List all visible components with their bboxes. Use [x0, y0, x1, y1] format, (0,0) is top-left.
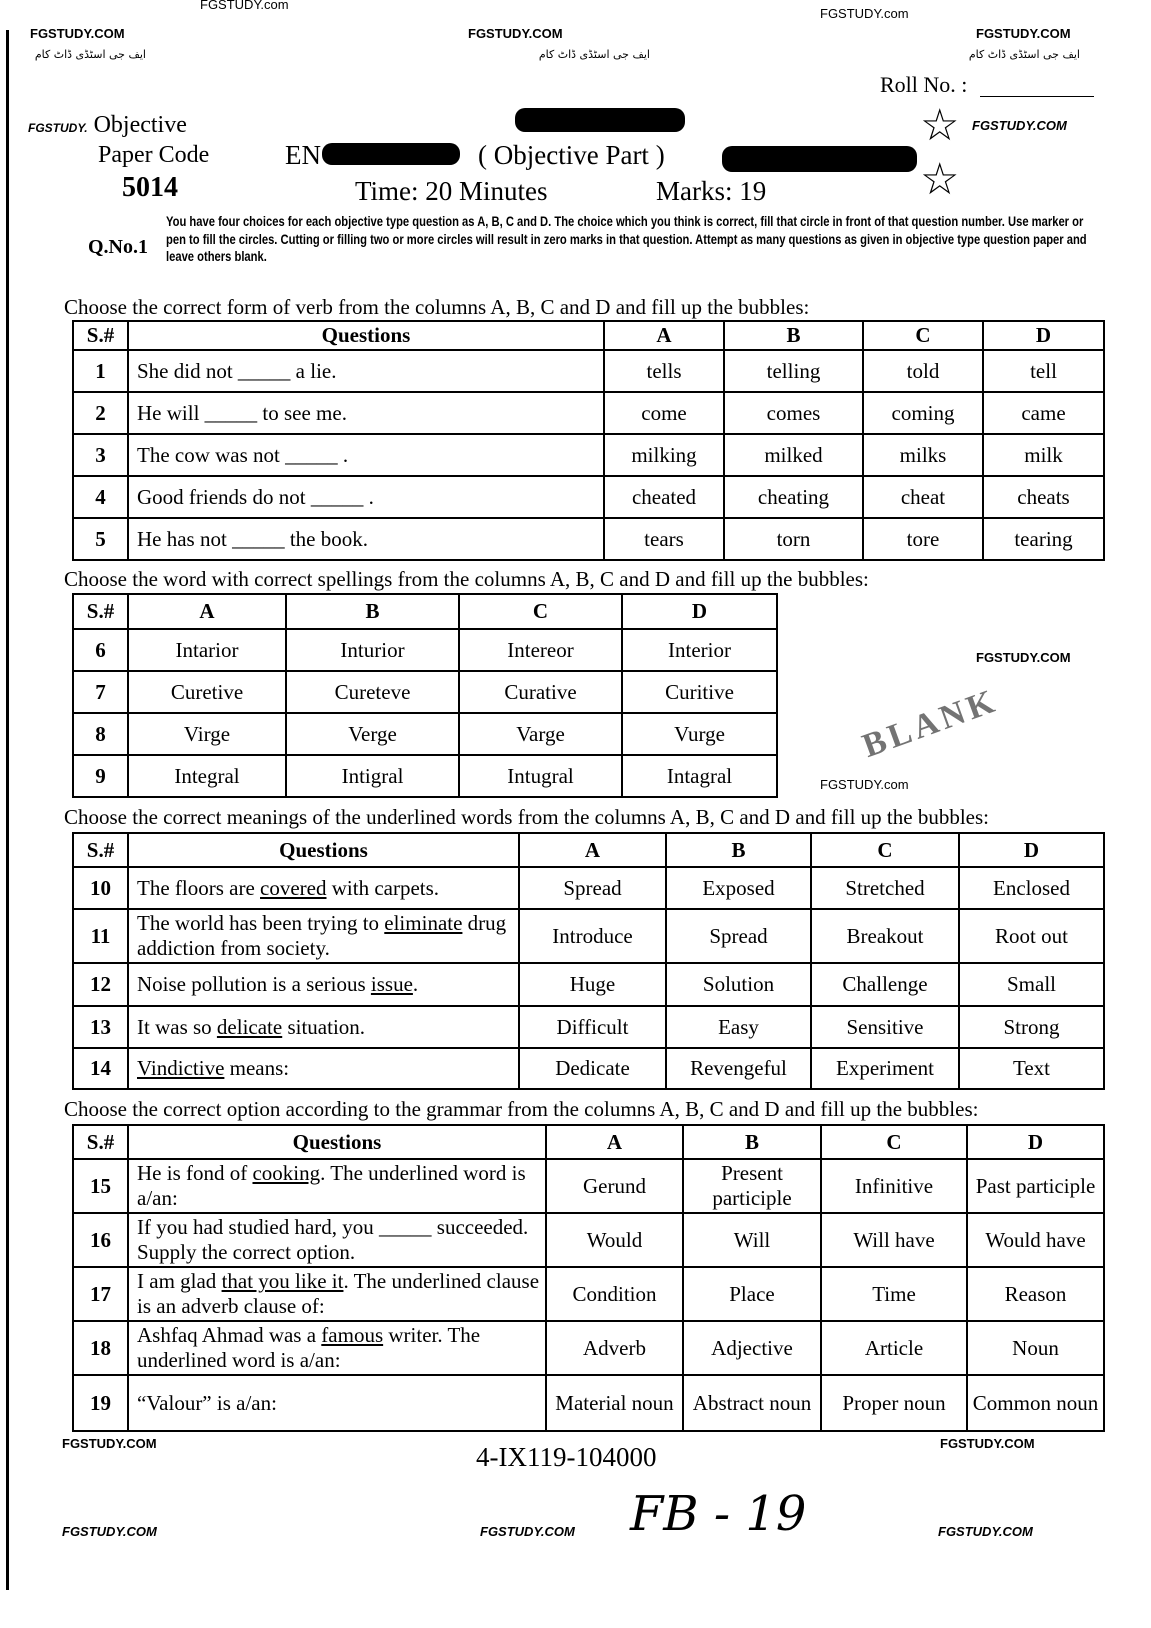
- option-b[interactable]: Revengeful: [666, 1048, 811, 1089]
- question-text-part: with carpets.: [326, 875, 440, 900]
- question-text: [128, 434, 604, 476]
- question-text-part: “Valour” is a/an:: [137, 1390, 277, 1415]
- watermark-urdu: ایف جی اسٹڈی ڈاٹ کام: [538, 48, 650, 61]
- column-header: S.#: [73, 321, 128, 350]
- option-c[interactable]: cheat: [863, 476, 983, 518]
- option-d[interactable]: Root out: [959, 909, 1104, 963]
- question-number: 4: [73, 476, 128, 518]
- question-text-part: situation.: [282, 1014, 366, 1039]
- option-a[interactable]: Curetive: [128, 671, 286, 713]
- paper-code-label: Paper Code: [98, 142, 210, 168]
- option-d[interactable]: Text: [959, 1048, 1104, 1089]
- question-text-part: He is fond of: [137, 1161, 253, 1185]
- question-text-part: I am glad: [137, 1269, 222, 1293]
- question-number: 7: [73, 671, 128, 713]
- question-text-part: writer. The underlined word is a/an:: [137, 1323, 481, 1372]
- underlined-word: eliminate: [384, 911, 463, 935]
- option-d[interactable]: Reason: [967, 1267, 1104, 1321]
- column-header: A: [128, 594, 286, 629]
- questions-table: [72, 593, 778, 798]
- watermark: FGSTUDY.COM: [938, 1524, 1033, 1539]
- question-number: 2: [73, 392, 128, 434]
- underlined-word: that you like it: [221, 1269, 344, 1293]
- handwritten-note: FB - 19: [630, 1486, 807, 1542]
- question-text: [128, 476, 604, 518]
- question-text-part: He will _____ to see me.: [137, 400, 347, 425]
- column-header: B: [286, 594, 459, 629]
- option-a[interactable]: Would: [546, 1213, 683, 1267]
- underlined-word: famous: [321, 1323, 384, 1347]
- option-c[interactable]: Challenge: [811, 963, 959, 1006]
- watermark: FGSTUDY.COM: [976, 650, 1071, 665]
- option-a[interactable]: Integral: [128, 755, 286, 797]
- table-row: [73, 909, 1104, 963]
- watermark: FGSTUDY.COM: [62, 1524, 157, 1539]
- question-number: 8: [73, 713, 128, 755]
- question-text-part: The floors are: [137, 875, 261, 900]
- table-row: [73, 476, 1104, 518]
- column-header: A: [604, 321, 724, 350]
- question-text: [128, 1321, 546, 1375]
- objective-part: ( Objective Part ): [478, 140, 665, 170]
- redaction: [515, 108, 685, 132]
- question-text-part: drug addiction from society.: [137, 911, 507, 960]
- question-text-part: Noise pollution is a serious: [137, 972, 371, 996]
- option-c[interactable]: Stretched: [811, 867, 959, 909]
- question-number: 1: [73, 350, 128, 392]
- underlined-word: cooking: [252, 1161, 321, 1185]
- option-c[interactable]: Intugral: [459, 755, 622, 797]
- option-d[interactable]: Would have: [967, 1213, 1104, 1267]
- option-a[interactable]: Virge: [128, 713, 286, 755]
- watermark: FGSTUDY.com: [200, 0, 289, 12]
- option-a[interactable]: Material noun: [546, 1375, 683, 1431]
- question-text: [128, 1213, 546, 1267]
- option-c[interactable]: Experiment: [811, 1048, 959, 1089]
- option-d[interactable]: Small: [959, 963, 1104, 1006]
- question-text-part: . The underlined clause is an adverb clause of:: [137, 1269, 540, 1318]
- table-row: [73, 867, 1104, 909]
- underlined-word: Vindictive: [137, 1056, 225, 1080]
- roll-no-field[interactable]: [980, 96, 1094, 97]
- question-text: [128, 350, 604, 392]
- option-b[interactable]: Adjective: [683, 1321, 821, 1375]
- option-b[interactable]: Easy: [666, 1006, 811, 1048]
- option-d[interactable]: came: [983, 392, 1104, 434]
- column-header: Questions: [128, 321, 604, 350]
- paper-code: 5014: [122, 172, 178, 203]
- watermark: FGSTUDY.COM: [940, 1436, 1035, 1451]
- question-number: 10: [73, 867, 128, 909]
- column-header: B: [666, 833, 811, 867]
- table-row: [73, 1159, 1104, 1213]
- table-row: [73, 1048, 1104, 1089]
- question-number: Q.No.1: [88, 236, 148, 258]
- watermark-urdu: ایف جی اسٹڈی ڈاٹ کام: [968, 48, 1080, 61]
- watermark: FGSTUDY.COM: [62, 1436, 157, 1451]
- marks-label: Marks: 19: [656, 176, 767, 206]
- option-d[interactable]: Enclosed: [959, 867, 1104, 909]
- questions-table: [72, 1124, 1105, 1432]
- underlined-word: delicate: [216, 1014, 283, 1039]
- option-c[interactable]: Proper noun: [821, 1375, 967, 1431]
- question-text: [128, 392, 604, 434]
- question-number: 9: [73, 755, 128, 797]
- question-text: [128, 909, 519, 963]
- watermark: FGSTUDY.com: [820, 6, 909, 21]
- column-header: Questions: [128, 1125, 546, 1159]
- table-row: [73, 1006, 1104, 1048]
- option-c[interactable]: Curative: [459, 671, 622, 713]
- option-b[interactable]: torn: [724, 518, 863, 560]
- column-header: C: [863, 321, 983, 350]
- option-a[interactable]: Adverb: [546, 1321, 683, 1375]
- option-d[interactable]: tell: [983, 350, 1104, 392]
- option-d[interactable]: Curitive: [622, 671, 777, 713]
- section-title: Choose the correct form of verb from the columns A, B, C and D and fill up the bubbles:: [64, 295, 810, 319]
- option-d[interactable]: tearing: [983, 518, 1104, 560]
- section-title: Choose the word with correct spellings from the columns A, B, C and D and fill up the bubbles:: [64, 567, 869, 591]
- table-header: [73, 833, 1104, 867]
- option-a[interactable]: Intarior: [128, 629, 286, 671]
- blank-stamp: BLANK: [857, 682, 1003, 766]
- column-header: D: [959, 833, 1104, 867]
- option-b[interactable]: Intigral: [286, 755, 459, 797]
- option-d[interactable]: Past participle: [967, 1159, 1104, 1213]
- question-number: 13: [73, 1006, 128, 1048]
- column-header: A: [519, 833, 666, 867]
- option-d[interactable]: milk: [983, 434, 1104, 476]
- question-text-part: Ashfaq Ahmad was a: [137, 1323, 322, 1347]
- table-row: [73, 1213, 1104, 1267]
- questions-table: [72, 320, 1105, 561]
- instructions: You have four choices for each objective type question as A, B, C and D. The choice which you think is correct, fill that circle in front of that question number. Use marker or pen to fill the circles. Cutting or filling two or more circles will result in zero marks in that question. Attempt as many questions as given in objective type question paper and leave others blank.: [166, 213, 1087, 264]
- time-label: Time: 20 Minutes: [355, 176, 548, 206]
- table-row: [73, 350, 1104, 392]
- question-number: 15: [73, 1159, 128, 1213]
- column-header: C: [821, 1125, 967, 1159]
- table-row: [73, 963, 1104, 1006]
- question-text-part: . The underlined word is a/an:: [137, 1161, 526, 1210]
- option-b[interactable]: telling: [724, 350, 863, 392]
- option-c[interactable]: coming: [863, 392, 983, 434]
- watermark: FGSTUDY.COM: [972, 118, 1067, 133]
- option-b[interactable]: Place: [683, 1267, 821, 1321]
- column-header: C: [459, 594, 622, 629]
- watermark-urdu: ایف جی اسٹڈی ڈاٹ کام: [34, 48, 146, 61]
- table-row: [73, 629, 777, 671]
- question-text-part: The world has been trying to: [137, 911, 385, 935]
- column-header: S.#: [73, 594, 128, 629]
- table-header: [73, 1125, 1104, 1159]
- option-c[interactable]: Varge: [459, 713, 622, 755]
- question-text: [128, 1267, 546, 1321]
- underlined-word: covered: [260, 875, 327, 900]
- table-header: [73, 594, 777, 629]
- roll-no-label: Roll No. :: [880, 72, 968, 97]
- option-b[interactable]: Spread: [666, 909, 811, 963]
- option-d[interactable]: Interior: [622, 629, 777, 671]
- option-b[interactable]: Verge: [286, 713, 459, 755]
- option-a[interactable]: Spread: [519, 867, 666, 909]
- watermark: FGSTUDY.COM: [480, 1524, 575, 1539]
- option-b[interactable]: Cureteve: [286, 671, 459, 713]
- option-b[interactable]: Inturior: [286, 629, 459, 671]
- column-header: D: [983, 321, 1104, 350]
- question-text: [128, 1048, 519, 1089]
- option-b[interactable]: Will: [683, 1213, 821, 1267]
- option-a[interactable]: come: [604, 392, 724, 434]
- question-text-part: means:: [224, 1056, 290, 1080]
- column-header: D: [967, 1125, 1104, 1159]
- option-a[interactable]: Introduce: [519, 909, 666, 963]
- question-number: 17: [73, 1267, 128, 1321]
- question-number: 11: [73, 909, 128, 963]
- option-c[interactable]: milks: [863, 434, 983, 476]
- column-header: C: [811, 833, 959, 867]
- option-a[interactable]: tells: [604, 350, 724, 392]
- option-b[interactable]: milked: [724, 434, 863, 476]
- question-number: 18: [73, 1321, 128, 1375]
- option-a[interactable]: Gerund: [546, 1159, 683, 1213]
- question-text: [128, 1375, 546, 1431]
- star-icon: ☆: [920, 155, 960, 204]
- watermark: FGSTUDY.com: [820, 777, 909, 792]
- question-text-part: Good friends do not _____ .: [137, 484, 374, 509]
- column-header: Questions: [128, 833, 519, 867]
- table-header: [73, 321, 1104, 350]
- question-text-part: It was so: [137, 1014, 217, 1039]
- question-number: 16: [73, 1213, 128, 1267]
- table-row: [73, 755, 777, 797]
- objective-label: FGSTUDY. Objective: [28, 112, 187, 138]
- option-c[interactable]: Article: [821, 1321, 967, 1375]
- question-text: [128, 963, 519, 1006]
- column-header: B: [683, 1125, 821, 1159]
- question-number: 3: [73, 434, 128, 476]
- watermark: FGSTUDY.COM: [30, 26, 125, 41]
- question-text: [128, 518, 604, 560]
- option-b[interactable]: Solution: [666, 963, 811, 1006]
- column-header: S.#: [73, 833, 128, 867]
- question-number: 19: [73, 1375, 128, 1431]
- question-number: 12: [73, 963, 128, 1006]
- option-a[interactable]: Difficult: [519, 1006, 666, 1048]
- question-text-part: She did not _____ a lie.: [137, 358, 337, 383]
- question-number: 5: [73, 518, 128, 560]
- table-row: [73, 713, 777, 755]
- table-row: [73, 434, 1104, 476]
- question-text: [128, 1006, 519, 1048]
- table-row: [73, 1267, 1104, 1321]
- option-a[interactable]: Dedicate: [519, 1048, 666, 1089]
- question-number: 14: [73, 1048, 128, 1089]
- option-c[interactable]: Time: [821, 1267, 967, 1321]
- option-c[interactable]: told: [863, 350, 983, 392]
- option-c[interactable]: Intereor: [459, 629, 622, 671]
- underlined-word: issue: [370, 972, 413, 996]
- option-d[interactable]: Noun: [967, 1321, 1104, 1375]
- option-d[interactable]: Intagral: [622, 755, 777, 797]
- redaction: [322, 143, 460, 165]
- option-a[interactable]: Huge: [519, 963, 666, 1006]
- redaction: [722, 146, 917, 172]
- option-d[interactable]: Common noun: [967, 1375, 1104, 1431]
- paper-serial-code: 4-IX119-104000: [476, 1442, 657, 1472]
- option-a[interactable]: Condition: [546, 1267, 683, 1321]
- watermark: FGSTUDY.COM: [976, 26, 1071, 41]
- option-a[interactable]: milking: [604, 434, 724, 476]
- option-c[interactable]: Will have: [821, 1213, 967, 1267]
- question-text-part: The cow was not _____ .: [137, 442, 349, 467]
- column-header: S.#: [73, 1125, 128, 1159]
- option-b[interactable]: Abstract noun: [683, 1375, 821, 1431]
- subject-title: EN: [285, 140, 321, 170]
- option-d[interactable]: Vurge: [622, 713, 777, 755]
- option-a[interactable]: cheated: [604, 476, 724, 518]
- questions-table: [72, 832, 1105, 1090]
- section-title: Choose the correct meanings of the underlined words from the columns A, B, C and D and fill up the bubbles:: [64, 805, 989, 829]
- table-row: [73, 392, 1104, 434]
- option-d[interactable]: Strong: [959, 1006, 1104, 1048]
- margin-line: [6, 30, 9, 1590]
- table-row: [73, 518, 1104, 560]
- question-text-part: If you had studied hard, you _____ succeeded. Supply the correct option.: [137, 1215, 529, 1264]
- question-text-part: He has not _____ the book.: [137, 526, 368, 551]
- table-row: [73, 671, 777, 713]
- option-b[interactable]: Present participle: [683, 1159, 821, 1213]
- question-text: [128, 867, 519, 909]
- option-c[interactable]: tore: [863, 518, 983, 560]
- question-number: 6: [73, 629, 128, 671]
- table-row: [73, 1321, 1104, 1375]
- option-c[interactable]: Breakout: [811, 909, 959, 963]
- question-text: [128, 1159, 546, 1213]
- table-row: [73, 1375, 1104, 1431]
- option-b[interactable]: cheating: [724, 476, 863, 518]
- option-c[interactable]: Sensitive: [811, 1006, 959, 1048]
- option-d[interactable]: cheats: [983, 476, 1104, 518]
- option-b[interactable]: comes: [724, 392, 863, 434]
- column-header: D: [622, 594, 777, 629]
- section-title: Choose the correct option according to the grammar from the columns A, B, C and D and fill up the bubbles:: [64, 1097, 979, 1121]
- star-icon: ☆: [920, 101, 960, 150]
- option-b[interactable]: Exposed: [666, 867, 811, 909]
- option-a[interactable]: tears: [604, 518, 724, 560]
- column-header: B: [724, 321, 863, 350]
- column-header: A: [546, 1125, 683, 1159]
- question-text-part: .: [412, 972, 419, 996]
- option-c[interactable]: Infinitive: [821, 1159, 967, 1213]
- watermark: FGSTUDY.COM: [468, 26, 563, 41]
